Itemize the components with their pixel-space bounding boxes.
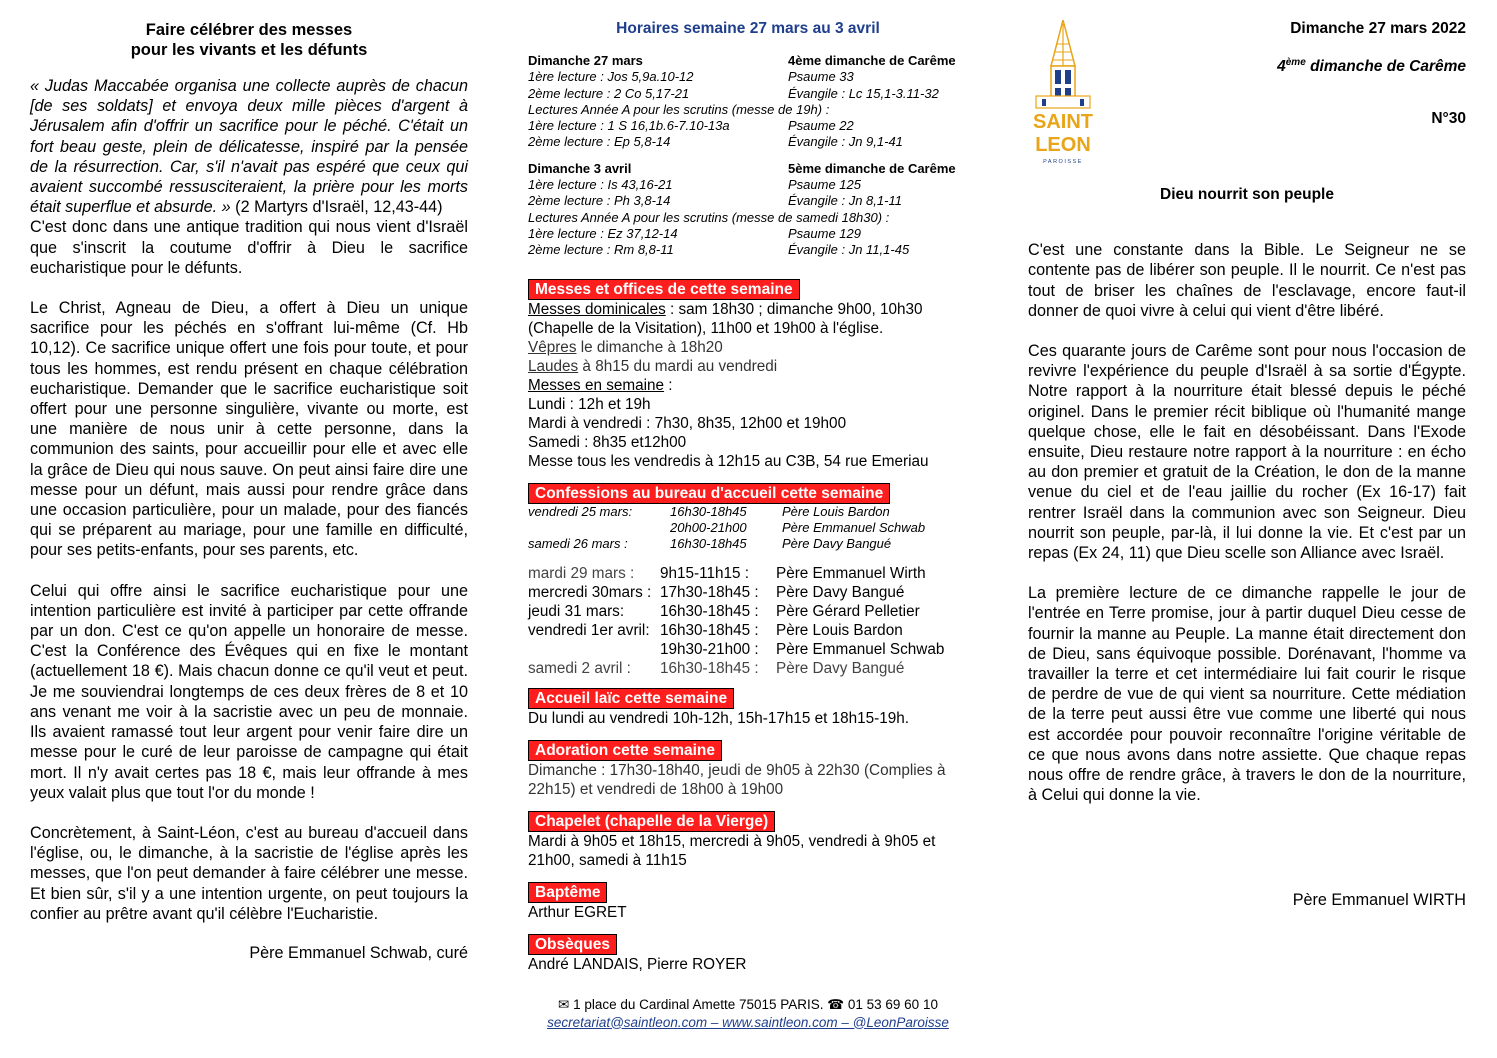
readings-day: Dimanche 27 mars	[528, 53, 643, 68]
envelope-icon: ✉	[558, 996, 570, 1012]
confession-row	[528, 564, 968, 583]
readings-scrutins: Lectures Année A pour les scrutins (messe de 19h) :	[528, 101, 830, 117]
church-logo-icon	[1028, 20, 1098, 170]
confessions-past	[528, 504, 968, 552]
left-paragraph-4: Concrètement, à Saint-Léon, c'est au bureau d'accueil dans l'église, ou, le dimanche, à la sacristie de l'église après les messes, que l'on peut demander à faire célébrer une messe. Et bien sûr, s'il y a une intention urgente, on peut toujours la confier au prêtre avant qu'il célèbre l'Eucharistie.	[30, 823, 468, 923]
confession-priest: Père Emmanuel Schwab	[782, 519, 926, 535]
dominicales-label: Messes dominicales	[528, 300, 666, 318]
messes-line: Mardi à vendredi : 7h30, 8h35, 12h00 et 19h00	[528, 414, 847, 432]
reading-line: 1ère lecture : Ez 37,12-14	[528, 225, 678, 241]
messes-line: Messe tous les vendredis à 12h15 au C3B, 54 rue Emeriau	[528, 452, 929, 470]
issue-date: Dimanche 27 mars 2022	[1290, 20, 1466, 37]
confession-time: 19h30-21h00 :	[660, 640, 759, 658]
footer-address: 1 place du Cardinal Amette 75015 PARIS.	[573, 996, 824, 1012]
confession-day: vendredi 1er avril:	[528, 621, 650, 639]
confession-day	[528, 520, 670, 536]
phone-icon: ☎	[827, 996, 845, 1012]
semaine-colon: :	[664, 376, 673, 394]
left-title-line1: Faire célébrer des messes	[145, 21, 353, 39]
left-paragraph-1: C'est donc dans une antique tradition qui nous vient d'Israël que s'inscrit la coutume d'offrir à Dieu le sacrifice eucharistique pour le défunts.	[30, 218, 468, 277]
subtitle-rest: dimanche de Carême	[1305, 58, 1466, 76]
confession-row	[528, 621, 968, 640]
footer-phone: 01 53 69 60 10	[847, 996, 938, 1012]
left-paragraph-3: Celui qui offre ainsi le sacrifice eucharistique pour une intention particulière est invité à participer par cette offrande par un don. C'est ce qu'on appelle un honoraire de messe. C'est la Conférence des Évêques qui en fixe le montant (actuellement 18 €). Mais chacun donne ce qu'il veut et peut. Je me souviendrai longtemps de ces deux frères de 8 et 10 ans venant me voir à la sacristie avec un peu de monnaie. Ils avaient ramassé tout leur argent pour venir faire dire un messe pour le curé de leur paroisse de campagne qui était mort. Il n'y avait certes pas 18 €, mais leur offrande à mes yeux valait plus que tout l'or du monde !	[30, 581, 468, 802]
obseques-section-header: Obsèques	[528, 934, 617, 955]
laudes-line	[528, 357, 968, 376]
confession-time: 17h30-18h45 :	[660, 583, 759, 601]
confession-time: 16h30-18h45 :	[660, 659, 759, 677]
adoration-section-header: Adoration cette semaine	[528, 740, 722, 761]
reading-line: Évangile : Jn 11,1-45	[788, 242, 910, 258]
readings-feast: 4ème dimanche de Carême	[788, 53, 956, 68]
messes-line: Lundi : 12h et 19h	[528, 395, 651, 413]
logo-text-leon: LEON	[1035, 134, 1091, 156]
accueil-text: Du lundi au vendredi 10h-12h, 15h-17h15 et 18h15-19h.	[528, 709, 910, 727]
confession-priest: Père Gérard Pelletier	[776, 602, 920, 620]
logo-text-paroisse: PAROISSE	[1043, 159, 1083, 165]
obseques-text: André LANDAIS, Pierre ROYER	[528, 955, 747, 973]
reading-line: Psaume 125	[788, 177, 861, 193]
footer-links[interactable]: secretariat@saintleon.com – www.saintleon.com – @LeonParoisse	[547, 1014, 949, 1030]
confession-priest: Père Davy Bangué	[776, 583, 905, 601]
confession-time: 16h30-18h45	[670, 503, 747, 519]
semaine-label: Messes en semaine	[528, 376, 665, 394]
confession-day	[528, 640, 660, 659]
confession-priest: Père Davy Bangué	[782, 535, 892, 551]
semaine-line	[528, 376, 968, 395]
reading-line: Psaume 129	[788, 225, 861, 241]
reading-line: 2ème lecture : Ep 5,8-14	[528, 134, 671, 150]
bapteme-text: Arthur EGRET	[528, 903, 627, 921]
confession-row	[528, 583, 968, 602]
confession-day: mercredi 30mars :	[528, 583, 652, 601]
editorial-paragraph-3: La première lecture de ce dimanche rappelle le jour de l'entrée en Terre promise, jour à partir duquel Dieu cesse de fournir la manne au Peuple. La manne était directement don de Dieu, sans équivoque possible. Dorénavant, l'homme va travailler la terre et cet intermédiaire lui fait courir le risque de perdre de vue de qui vient sa nourriture. Cette médiation de la terre peut aussi être vue comme une liberté qui nous est accordée pour pouvoir reconnaître l'origine véritable de ce que nous avons dans notre assiette. Que chaque repas nous offre de rendre grâce, à travers le don de la nourriture, à Celui qui donne la vie.	[1028, 584, 1466, 805]
subtitle-num: 4	[1277, 58, 1286, 76]
left-paragraph-2: Le Christ, Agneau de Dieu, a offert à Dieu un unique sacrifice pour les péchés en s'offrant lui-même (Cf. Hb 10,12). Ce sacrifice unique offert une fois pour toute, et pour tous les hommes, est rendu présent en chaque célébration eucharistique. Demander que le sacrifice eucharistique soit offert pour une personne singulière, vivante ou morte, est une manière de nous unir à cette personne, dans la communion des saints, pour accueillir pour elle et avec elle la grâce de Dieu qui nous sauve. On peut ainsi faire dire une messe pour un défunt, mais aussi pour rendre grâce dans une occasion particulière, pour un malade, pour des fiancés qui se préparent au mariage, pour une famille en difficulté, pour ses petits-enfants, pour ses parents, etc.	[30, 299, 468, 560]
confession-row	[528, 504, 968, 520]
vepres-line	[528, 338, 968, 357]
messes-line: Samedi : 8h35 et12h00	[528, 433, 687, 451]
reading-line: 1ère lecture : 1 S 16,1b.6-7.10-13a	[528, 118, 730, 134]
confession-row	[528, 602, 968, 621]
middle-column	[528, 20, 968, 1032]
vepres-label: Vêpres	[528, 338, 577, 356]
left-quote-paragraph	[30, 76, 468, 217]
logo-text-saint: SAINT	[1033, 111, 1093, 133]
confession-priest: Père Louis Bardon	[782, 503, 890, 519]
dominicales-text: : sam 18h30 ; dimanche 9h00, 10h30 (Chapelle de la Visitation), 11h00 et 19h00 à l'église.	[528, 300, 923, 337]
schedule-header: Horaires semaine 27 mars au 3 avril	[616, 20, 880, 37]
confession-priest: Père Davy Bangué	[776, 659, 905, 677]
confession-time: 16h30-18h45 :	[660, 621, 759, 639]
confession-day: jeudi 31 mars:	[528, 602, 625, 620]
confession-time: 20h00-21h00	[670, 519, 747, 535]
confession-priest: Père Emmanuel Wirth	[776, 564, 926, 582]
laudes-label: Laudes	[528, 357, 579, 375]
confession-priest: Père Emmanuel Schwab	[776, 640, 945, 658]
reading-line: 1ère lecture : Jos 5,9a.10-12	[528, 69, 694, 85]
confession-row	[528, 536, 968, 552]
reading-line: 2ème lecture : Rm 8,8-11	[528, 242, 674, 258]
confession-day: samedi 2 avril :	[528, 659, 631, 677]
quote-text: « Judas Maccabée organisa une collecte auprès de chacun [de ses soldats] et envoya deux mille pièces d'argent à Jérusalem afin d'offrir un sacrifice pour le péché. C'était un fort beau geste, plein de délicatesse, inspiré par la pensée de la résurrection. Car, s'il n'avait pas espéré que ceux qui avaient succombé ressusciteraient, la prière pour les morts était superflue et absurde. »	[30, 77, 468, 217]
subtitle-sup: ème	[1285, 57, 1306, 68]
readings-scrutins: Lectures Année A pour les scrutins (messe de samedi 18h30) :	[528, 209, 890, 225]
left-title-line2: pour les vivants et les défunts	[130, 41, 368, 59]
readings-day: Dimanche 3 avril	[528, 160, 632, 176]
confession-row	[528, 520, 968, 536]
reading-line: 2ème lecture : Ph 3,8-14	[528, 193, 671, 209]
confession-day: samedi 26 mars :	[528, 535, 628, 551]
reading-line: Évangile : Jn 9,1-41	[788, 134, 903, 150]
left-signature: Père Emmanuel Schwab, curé	[249, 943, 468, 962]
chapelet-text: Mardi à 9h05 et 18h15, mercredi à 9h05, vendredi à 9h05 et 21h00, samedi à 11h15	[528, 832, 936, 869]
editorial-title: Dieu nourrit son peuple	[1160, 186, 1334, 204]
confession-day: vendredi 25 mars:	[528, 503, 633, 519]
reading-line: Psaume 22	[788, 118, 854, 134]
confession-priest: Père Louis Bardon	[776, 621, 903, 639]
vepres-text: le dimanche à 18h20	[576, 338, 723, 356]
readings-feast: 5ème dimanche de Carême	[788, 160, 956, 176]
confession-row	[528, 659, 968, 678]
readings-sunday-3	[528, 161, 968, 259]
quote-reference: (2 Martyrs d'Israël, 12,43-44)	[230, 198, 443, 217]
confession-time: 16h30-18h45 :	[660, 602, 759, 620]
chapelet-section-header: Chapelet (chapelle de la Vierge)	[528, 811, 775, 832]
confession-time: 9h15-11h15 :	[660, 564, 750, 582]
confessions-section-header: Confessions au bureau d'accueil cette semaine	[528, 483, 890, 504]
accueil-section-header: Accueil laïc cette semaine	[528, 688, 734, 709]
footer	[528, 996, 968, 1032]
reading-line: Évangile : Jn 8,1-11	[788, 193, 902, 209]
adoration-text: Dimanche : 17h30-18h40, jeudi de 9h05 à 22h30 (Complies à 22h15) et vendredi de 18h00 à 19h00	[528, 761, 946, 798]
bapteme-section-header: Baptême	[528, 882, 607, 903]
parish-logo	[1028, 20, 1098, 170]
editorial-paragraph-2: Ces quarante jours de Carême sont pour nous l'occasion de revivre l'expérience du peuple d'Israël à sa sortie d'Égypte. Notre rapport à la nourriture était blessé depuis le péché originel. Dans le premier récit biblique où l'humanité mange quelque chose, elle le fait en désobéissant. Dans l'Exode ensuite, Dieu restaure notre rapport à la nourriture : en écho au don premier et gratuit de la Création, le don de la manne venue du ciel et de l'eau jaillie du rocher (Ex 16-17) fait rentrer Israël dans la communion avec son Seigneur. Dieu nourrit son peuple, par-là, il lui donne la vie. Et c'est par un repas (Ex 24, 11) que Dieu scelle son Alliance avec Israël.	[1028, 341, 1466, 562]
confession-row	[528, 640, 968, 659]
right-column	[1028, 20, 1466, 910]
editorial-paragraph-1: C'est une constante dans la Bible. Le Seigneur ne se contente pas de libérer son peuple. Il le nourrit. Ce n'est pas tout de briser les chaînes de l'esclavage, encore faut-il donner de quoi vivre à celui qui vient d'être libéré.	[1028, 241, 1466, 320]
reading-line: Évangile : Lc 15,1-3.11-32	[788, 85, 939, 101]
confessions-week	[528, 564, 968, 678]
issue-number: N°30	[1431, 110, 1466, 128]
laudes-text: à 8h15 du mardi au vendredi	[578, 357, 778, 375]
confession-time: 16h30-18h45	[670, 535, 747, 551]
readings-sunday-27	[528, 53, 968, 151]
left-column	[30, 20, 468, 963]
reading-line: 1ère lecture : Is 43,16-21	[528, 177, 673, 193]
confession-day: mardi 29 mars :	[528, 564, 635, 582]
footer-address-line	[528, 996, 968, 1014]
messes-dominicales	[528, 300, 968, 338]
messes-section-header: Messes et offices de cette semaine	[528, 279, 800, 300]
reading-line: 2ème lecture : 2 Co 5,17-21	[528, 85, 690, 101]
reading-line: Psaume 33	[788, 69, 854, 85]
editorial-signature: Père Emmanuel WIRTH	[1292, 891, 1466, 910]
